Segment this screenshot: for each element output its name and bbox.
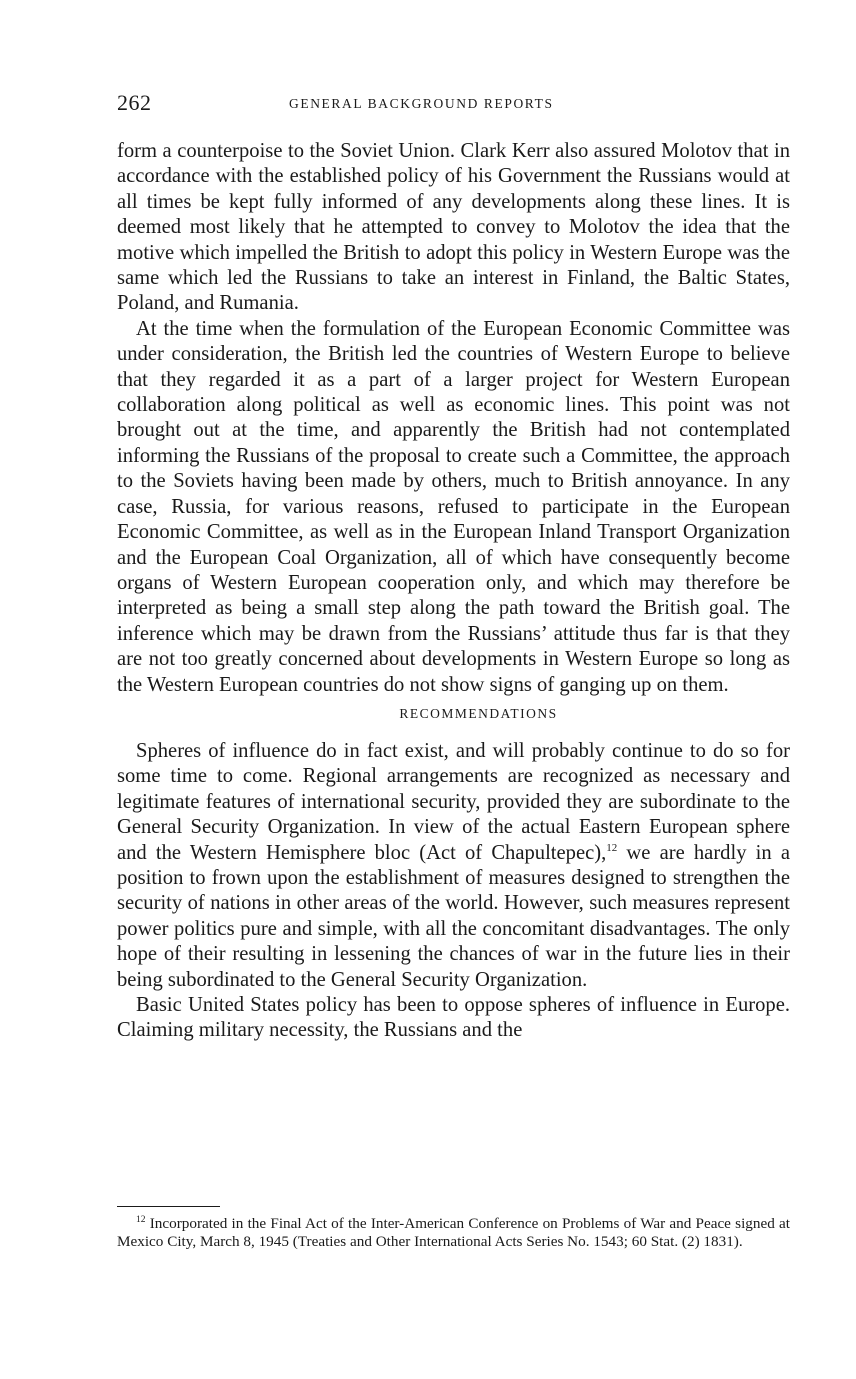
- paragraph-4: Basic United States policy has been to oppose spheres of influence in Europe. Claiming military necessity, the Russians and the: [117, 994, 790, 1042]
- footnote-reference: 12: [606, 841, 618, 854]
- footnote-text: Incorporated in the Final Act of the Inter-American Conference on Problems of War and Peace signed at Mexico City, March 8, 1945 (Treaties and Other International Acts Series No. 1543; 60 Stat. (2) 1831).: [117, 1215, 790, 1250]
- body-text: [117, 139, 790, 1044]
- running-head: GENERAL BACKGROUND REPORTS: [289, 96, 554, 111]
- paragraph-3-text-b: we are hardly in a position to frown upon the establishment of measures designed to strengthen the security of nations in other areas of the world. However, such measures represent power politics pure and simple, with all the concomitant disadvantages. The only hope of their resulting in lessening the chances of war in the future lies in their being subordinated to the General Security Organization.: [117, 841, 790, 991]
- page-number: 262: [117, 90, 152, 115]
- paragraph-1: form a counterpoise to the Soviet Union. Clark Kerr also assured Molotov that in accordance with the established policy of his Government the Russians would at all times be kept fully informed of any developments along these lines. It is deemed most likely that he attempted to convey to Molotov the idea that the motive which impelled the British to adopt this policy in Western Europe was the same which led the Russians to take an interest in Finland, the Baltic States, Poland, and Rumania.: [117, 140, 790, 315]
- paragraph-3: [117, 739, 790, 993]
- section-heading: RECOMMENDATIONS: [399, 705, 558, 721]
- page-header: [117, 90, 790, 120]
- paragraph-2: At the time when the formulation of the European Economic Committee was under consideration, the British led the countries of Western Europe to believe that they regarded it as a part of a larger project for Western European collaboration along political as well as economic lines. This point was not brought out at the time, and apparently the British had not contemplated informing the Russians of the proposal to create such a Committee, the approach to the Soviets having been made by others, much to British annoyance. In any case, Russia, for various reasons, refused to participate in the European Economic Committee, as well as in the European Inland Transport Organization and the European Coal Organization, all of which have consequently become organs of Western European cooperation only, and which may therefore be interpreted as being a small step along the path toward the British goal. The inference which may be drawn from the Russians’ attitude thus far is that they are not too greatly concerned about developments in Western Europe so long as the Western European countries do not show signs of ganging up on them.: [117, 317, 790, 696]
- paragraph-3-text-a: Spheres of influence do in fact exist, and will probably continue to do so for some time to come. Regional arrangements are recognized as necessary and legitimate features of international security, provided they are subordinate to the General Security Organization. In view of the actual Eastern European sphere and the Western Hemisphere bloc (Act of Chapultepec),: [117, 739, 790, 864]
- footnote-divider: [117, 1206, 220, 1207]
- footnote: [117, 1215, 790, 1250]
- footnote-number: 12: [136, 1214, 146, 1225]
